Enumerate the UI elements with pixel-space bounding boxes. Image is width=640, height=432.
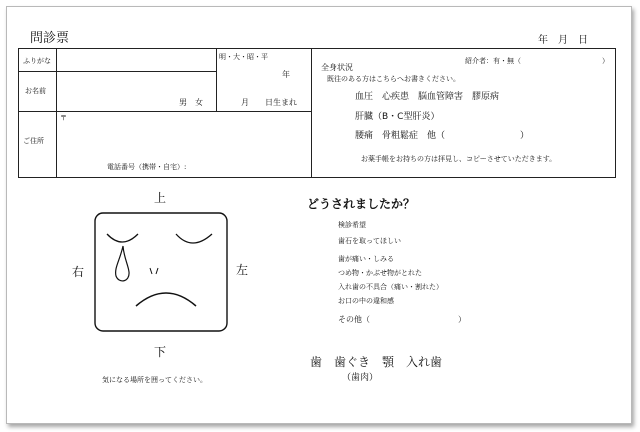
postal-mark: 〒 xyxy=(60,114,67,122)
referral-field[interactable]: 紹介者：有・無（ xyxy=(465,57,521,65)
reason-other-close: ） xyxy=(458,315,466,324)
mouth-diagram[interactable] xyxy=(92,210,232,336)
label-left: 左 xyxy=(236,263,249,277)
reason-item[interactable]: 歯石を取ってほしい xyxy=(338,237,401,245)
frown-mouth-icon xyxy=(136,293,196,306)
patient-info-form xyxy=(18,48,616,178)
label-up: 上 xyxy=(154,191,167,205)
reason-title: どうされましたか？ xyxy=(307,197,416,211)
furigana-input[interactable] xyxy=(57,50,215,70)
date-field[interactable]: 年 月 日 xyxy=(538,35,588,46)
phone-label: 電話番号（携帯・自宅）: xyxy=(107,163,187,171)
medicine-book-note: お薬手帳をお持ちの方は拝見し、コピーさせていただきます。 xyxy=(361,155,557,163)
left-eye-icon xyxy=(176,234,212,243)
tear-icon xyxy=(116,246,129,281)
parts-sub: （歯肉） xyxy=(342,373,379,383)
label-down: 下 xyxy=(154,345,167,359)
reason-item[interactable]: 検診希望 xyxy=(338,221,366,229)
reason-item[interactable]: お口の中の違和感 xyxy=(338,297,394,305)
gender-options[interactable]: 男 女 xyxy=(179,98,203,107)
history-line-3-close: ） xyxy=(520,131,530,141)
history-line-2[interactable]: 肝臓（B・C型肝炎） xyxy=(355,112,440,122)
page-title: 問診票 xyxy=(30,31,70,46)
history-note: 既往のある方はこちらへお書きください。 xyxy=(327,75,460,83)
label-right: 右 xyxy=(72,265,85,279)
history-line-3[interactable]: 腰痛 骨粗鬆症 他（ xyxy=(355,131,446,141)
name-label: お名前 xyxy=(25,87,46,95)
birth-year-label: 年 xyxy=(282,70,290,79)
parts-line[interactable]: 歯 歯ぐき 顎 入れ歯 xyxy=(310,355,443,369)
right-eye-icon xyxy=(107,234,138,242)
reason-item[interactable]: 歯が痛い・しみる xyxy=(338,255,394,263)
mouth-frame xyxy=(95,213,227,331)
health-title: 全身状況 xyxy=(321,63,353,72)
furigana-label: ふりがな xyxy=(23,57,51,65)
history-line-1[interactable]: 血圧 心疾患 脳血管障害 膠原病 xyxy=(355,92,500,102)
nose-icon xyxy=(150,268,158,274)
diagram-caption: 気になる場所を囲ってください。 xyxy=(102,376,207,384)
era-options[interactable]: 明・大・昭・平 xyxy=(219,53,268,61)
reason-item[interactable]: つめ物・かぶせ物がとれた xyxy=(338,269,422,277)
referral-close: ） xyxy=(602,57,609,65)
reason-other[interactable]: その他（ xyxy=(338,315,370,324)
address-label: ご住所 xyxy=(23,137,44,145)
reason-item[interactable]: 入れ歯の不具合（痛い・割れた） xyxy=(338,283,443,291)
birth-month-day-label: 月 日生まれ xyxy=(241,98,297,107)
